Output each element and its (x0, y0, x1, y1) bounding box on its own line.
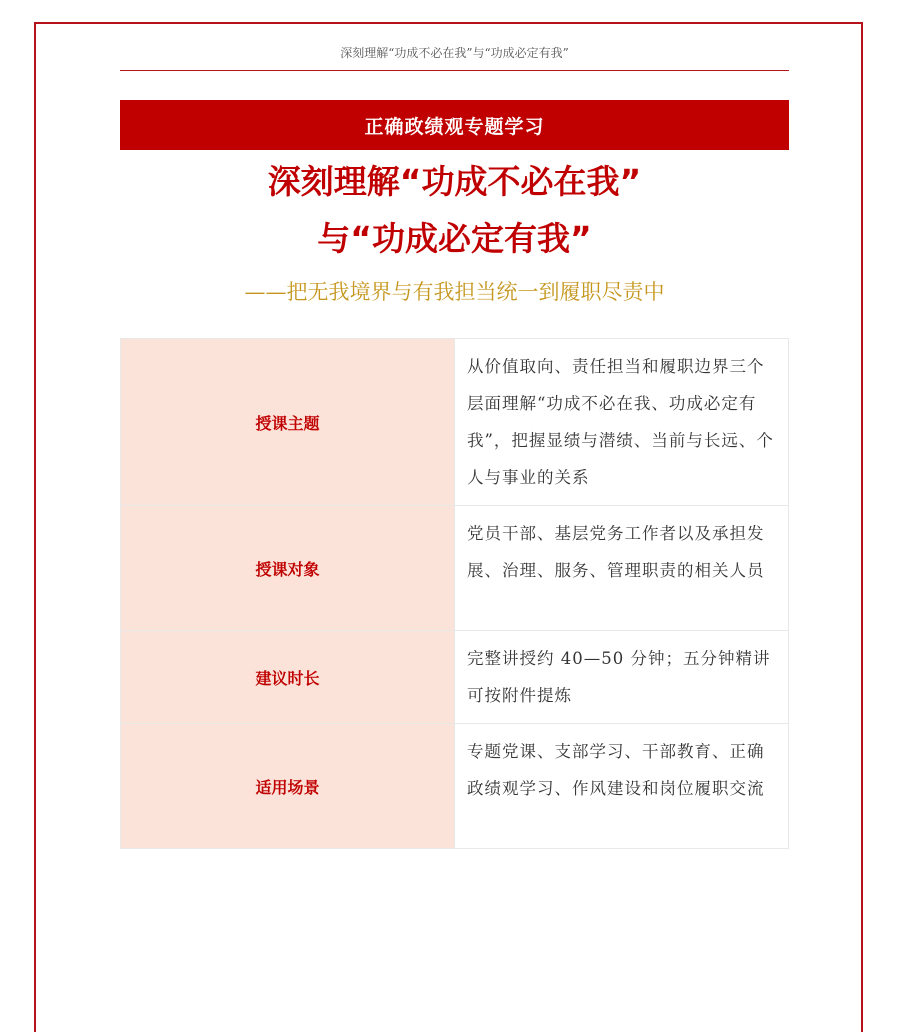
row-label-scenarios: 适用场景 (121, 724, 455, 849)
subtitle: ——把无我境界与有我担当统一到履职尽责中 (244, 280, 665, 304)
row-value-audience: 党员干部、基层党务工作者以及承担发展、治理、服务、管理职责的相关人员 (455, 506, 789, 631)
main-title-line-2: 与“功成必定有我” (317, 219, 592, 258)
header-divider (120, 70, 789, 71)
table-row (121, 724, 789, 849)
table-row (121, 631, 789, 724)
table-row (121, 506, 789, 631)
row-value-scenarios: 专题党课、支部学习、干部教育、正确政绩观学习、作风建设和岗位履职交流 (455, 724, 789, 849)
section-banner: 正确政绩观专题学习 (120, 100, 789, 150)
row-value-duration: 完整讲授约 40—50 分钟；五分钟精讲可按附件提炼 (455, 631, 789, 724)
running-header: 深刻理解“功成不必在我”与“功成必定有我” (340, 46, 569, 60)
row-value-topic: 从价值取向、责任担当和履职边界三个层面理解“功成不必在我、功成必定有我”，把握显绩与潜绩、当前与长远、个人与事业的关系 (455, 339, 789, 506)
row-label-audience: 授课对象 (121, 506, 455, 631)
main-title-line-1: 深刻理解“功成不必在我” (267, 162, 642, 201)
table-row (121, 339, 789, 506)
row-label-topic: 授课主题 (121, 339, 455, 506)
course-info-table (120, 338, 789, 849)
row-label-duration: 建议时长 (121, 631, 455, 724)
